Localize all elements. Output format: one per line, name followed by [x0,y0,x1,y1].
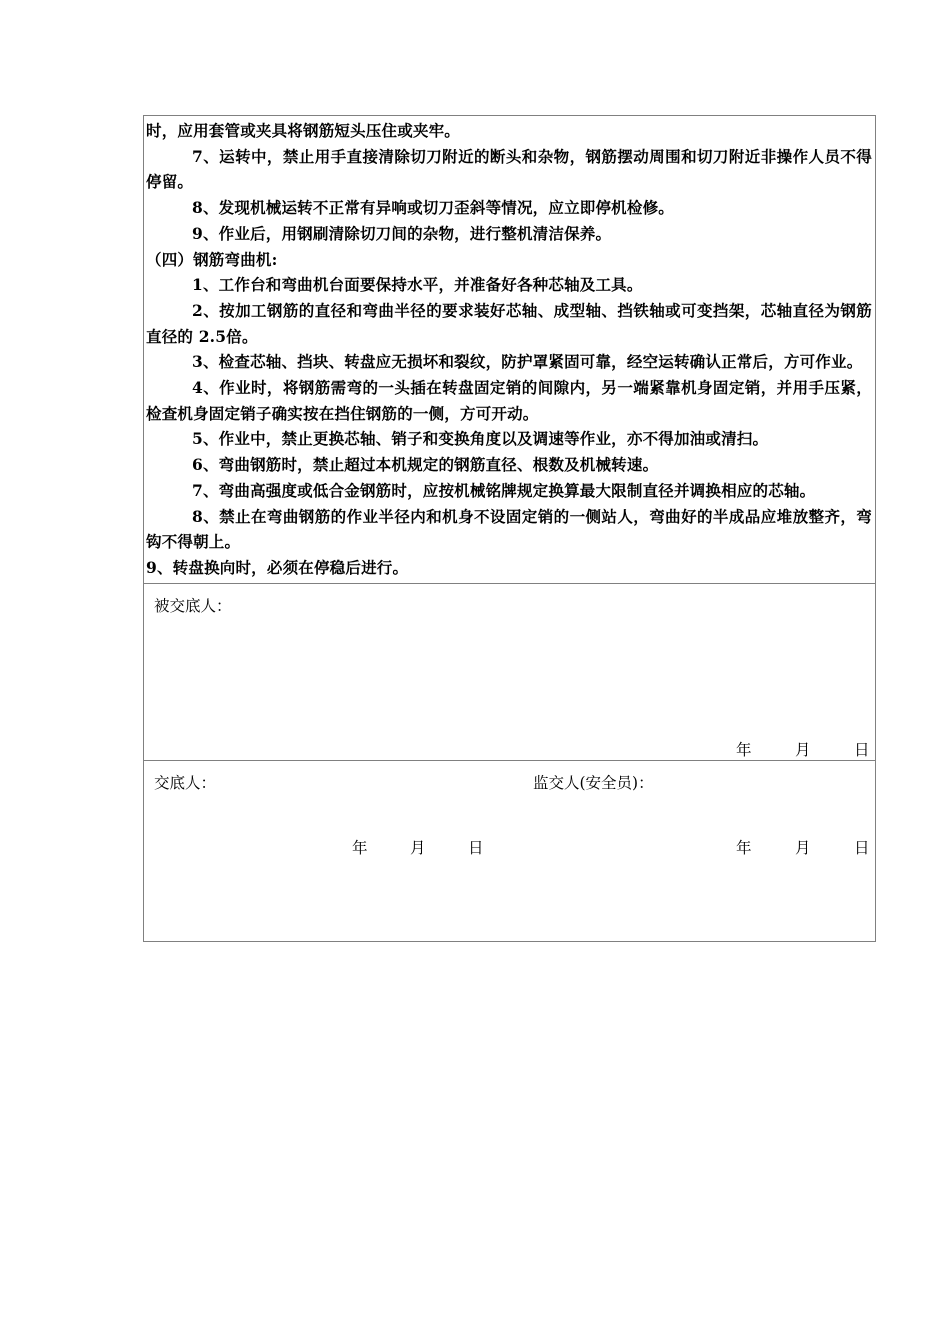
receiver-label: 被交底人： [154,596,232,615]
date-month: 月 [410,838,426,857]
content-line: 时，应用套管或夹具将钢筋短头压住或夹牢。 [146,121,461,140]
content-line: 5、作业中，禁止更换芯轴、销子和变换角度以及调速等作业，亦不得加油或清扫。 [192,429,769,449]
date-month: 月 [795,740,811,759]
date-year: 年 [736,838,752,857]
date-day: 日 [854,838,870,857]
content-line: 9、转盘换向时，必须在停稳后进行。 [146,557,409,577]
content-line: 9、作业后，用钢刷清除切刀间的杂物，进行整机清洁保养。 [192,223,612,243]
date-day: 日 [854,740,870,759]
content-line: 1、工作台和弯曲机台面要保持水平，并准备好各种芯轴及工具。 [192,275,643,295]
disclosure-form-table [143,115,876,942]
supervisor-date [736,836,876,858]
content-line: 8、禁止在弯曲钢筋的作业半径内和机身不设固定销的一侧站人，弯曲好的半成品应堆放整齐，弯钩不得朝上。 [146,506,872,552]
content-line: 2、按加工钢筋的直径和弯曲半径的要求装好芯轴、成型轴、挡铁轴或可变挡架，芯轴直径为钢筋直径的 2.5倍。 [146,300,872,346]
date-year: 年 [736,740,752,759]
content-line: 8、发现机械运转不正常有异响或切刀歪斜等情况，应立即停机检修。 [192,198,674,218]
receiver-date [736,738,876,760]
content-line: 6、弯曲钢筋时，禁止超过本机规定的钢筋直径、根数及机械转速。 [192,455,659,475]
supervisor-label: 监交人(安全员)： [533,773,654,792]
date-year: 年 [352,838,368,857]
discloser-date [352,836,492,858]
content-line: 7、弯曲高强度或低合金钢筋时，应按机械铭牌规定换算最大限制直径并调换相应的芯轴。 [192,480,816,500]
content-line: 7、运转中，禁止用手直接清除切刀附近的断头和杂物，钢筋摆动周围和切刀附近非操作人员不得停留。 [146,146,872,192]
date-day: 日 [468,838,484,857]
signers-section [144,761,875,941]
content-line: 4、作业时，将钢筋需弯的一头插在转盘固定销的间隙内，另一端紧靠机身固定销，并用手压紧，检查机身固定销子确实按在挡住钢筋的一侧，方可开动。 [146,378,872,423]
section-heading: （四）钢筋弯曲机: [146,249,278,269]
content-line: 3、检查芯轴、挡块、转盘应无损坏和裂纹，防护罩紧固可靠，经空运转确认正常后，方可作业。 [192,352,863,372]
safety-content-cell [144,116,875,584]
receiver-section [144,584,875,761]
discloser-label: 交底人： [154,773,217,792]
date-month: 月 [795,838,811,857]
